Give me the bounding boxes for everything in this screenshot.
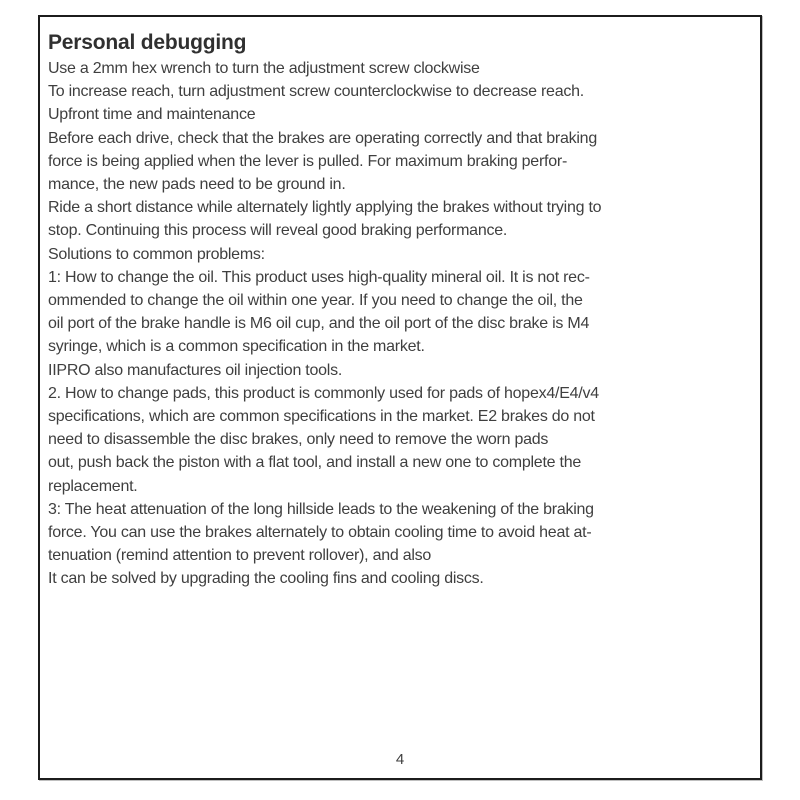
text-line: Before each drive, check that the brakes are operating correctly and that braking (48, 129, 597, 147)
text-line: ommended to change the oil within one year. If you need to change the oil, the (48, 292, 583, 310)
text-line: replacement. (48, 477, 138, 495)
page-title: Personal debugging (48, 31, 247, 54)
text-line: need to disassemble the disc brakes, only need to remove the worn pads (48, 431, 549, 449)
page-number: 4 (395, 751, 405, 768)
text-line: IIPRO also manufactures oil injection tools. (48, 361, 343, 379)
text-line: 3: The heat attenuation of the long hillside leads to the weakening of the braking (48, 500, 594, 518)
text-line: mance, the new pads need to be ground in. (48, 176, 346, 194)
text-line: Upfront time and maintenance (48, 106, 256, 124)
text-line: 1: How to change the oil. This product uses high-quality mineral oil. It is not rec- (48, 268, 590, 286)
text-line: Use a 2mm hex wrench to turn the adjustment screw clockwise (48, 60, 480, 77)
manual-page (38, 15, 762, 780)
body-text (48, 57, 754, 591)
text-line: out, push back the piston with a flat tool, and install a new one to complete the (48, 454, 581, 472)
text-line: force is being applied when the lever is pulled. For maximum braking perfor- (48, 152, 568, 170)
page-content (48, 30, 754, 591)
text-line: stop. Continuing this process will reveal good braking performance. (48, 222, 508, 240)
text-line: syringe, which is a common specification in the market. (48, 338, 425, 356)
text-line: Solutions to common problems: (48, 245, 265, 263)
text-line: It can be solved by upgrading the cooling fins and cooling discs. (48, 570, 484, 588)
text-line: tenuation (remind attention to prevent rollover), and also (48, 547, 432, 565)
text-line: 2. How to change pads, this product is commonly used for pads of hopex4/E4/v4 (48, 384, 599, 402)
text-line: Ride a short distance while alternately lightly applying the brakes without trying to (48, 199, 602, 217)
text-line: To increase reach, turn adjustment screw counterclockwise to decrease reach. (48, 83, 584, 101)
text-line: force. You can use the brakes alternately to obtain cooling time to avoid heat at- (48, 524, 592, 542)
text-line: oil port of the brake handle is M6 oil cup, and the oil port of the disc brake is M4 (48, 315, 590, 333)
text-line: specifications, which are common specifications in the market. E2 brakes do not (48, 408, 595, 426)
